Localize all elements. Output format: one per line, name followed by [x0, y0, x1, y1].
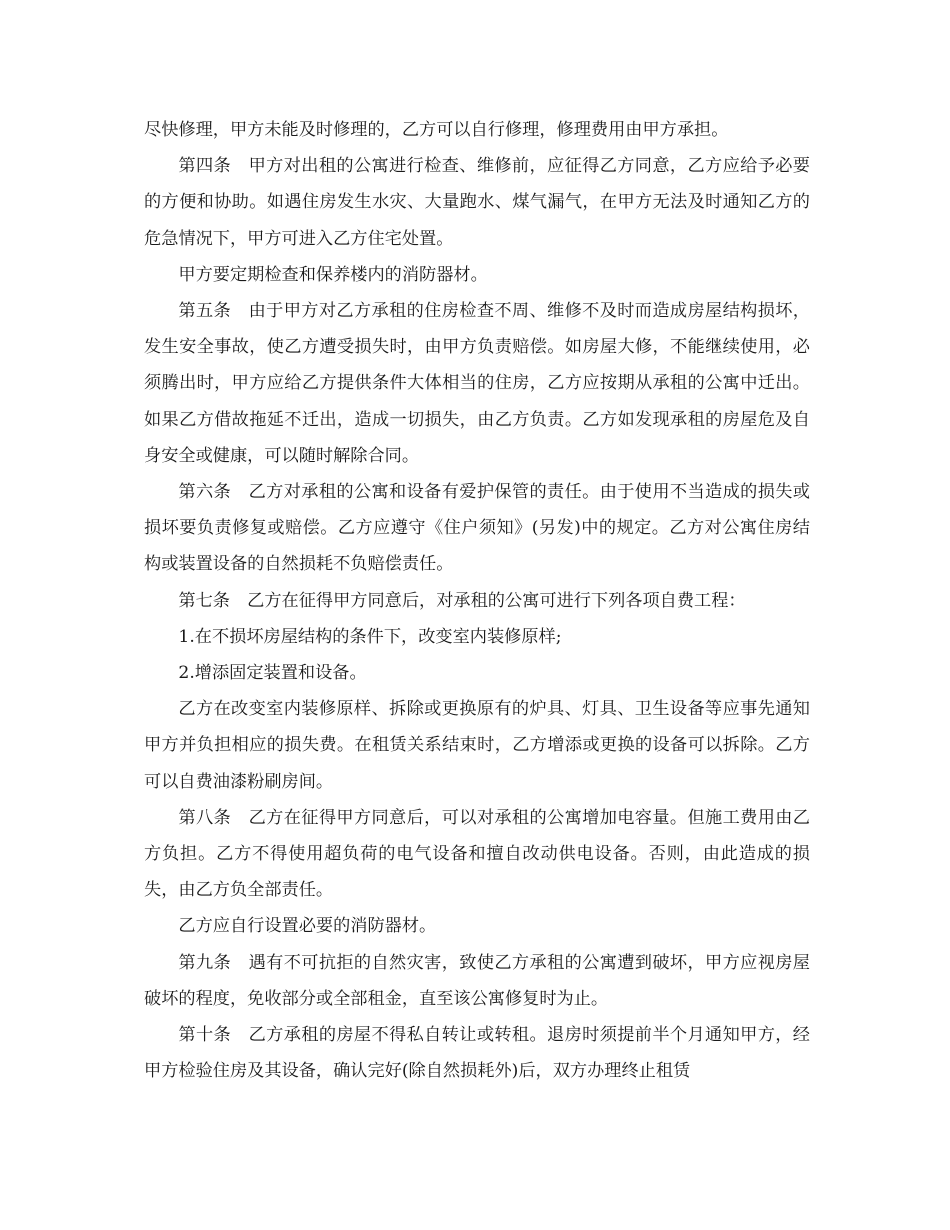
article-7-item-1: 1.在不损坏房屋结构的条件下，改变室内装修原样; — [178, 626, 562, 647]
paragraph-continuation: 尽快修理，甲方未能及时修理的，乙方可以自行修理，修理费用由甲方承担。 — [144, 120, 729, 140]
article-7-renovation: 乙方在改变室内装修原样、拆除或更换原有的炉具、灯具、卫生设备等应事先通知甲方并负担相应的损失费。在租赁关系结束时，乙方增添或更换的设备可以拆除。乙方可以自费油漆粉刷房间。 — [144, 699, 810, 792]
article-7: 第七条 乙方在征得甲方同意后，对承租的公寓可进行下列各项自费工程： — [178, 590, 746, 611]
article-6: 第六条 乙方对承租的公寓和设备有爱护保管的责任。由于使用不当造成的损失或损坏要负责修复或赔偿。乙方应遵守《住户须知》(另发)中的规定。乙方对公寓住房结构或装置设备的自然损耗不负赔偿责任。 — [144, 482, 810, 575]
article-5: 第五条 由于甲方对乙方承租的住房检查不周、维修不及时而造成房屋结构损坏，发生安全事故，使乙方遭受损失时，由甲方负责赔偿。如房屋大修，不能继续使用，必须腾出时，甲方应给乙方提供条件大体相当的住房，乙方应按期从承租的公寓中迁出。如果乙方借故拖延不迁出，造成一切损失，由乙方负责。乙方如发现承租的房屋危及自身安全或健康，可以随时解除合同。 — [144, 301, 810, 466]
article-10: 第十条 乙方承租的房屋不得私自转让或转租。退房时须提前半个月通知甲方，经甲方检验住房及其设备，确认完好(除自然损耗外)后，双方办理终止租赁 — [144, 1025, 810, 1082]
document-page — [144, 112, 810, 1089]
article-9: 第九条 遇有不可抗拒的自然灾害，致使乙方承租的公寓遭到破坏，甲方应视房屋破坏的程度，免收部分或全部租金，直至该公寓修复时为止。 — [144, 952, 810, 1009]
article-7-item-2: 2.增添固定装置和设备。 — [178, 663, 367, 684]
article-4: 第四条 甲方对出租的公寓进行检查、维修前，应征得乙方同意，乙方应给予必要的方便和协助。如遇住房发生水灾、大量跑水、煤气漏气，在甲方无法及时通知乙方的危急情况下，甲方可进入乙方住宅处置。 — [144, 156, 810, 249]
article-8-fire-equipment: 乙方应自行设置必要的消防器材。 — [178, 916, 437, 937]
article-4-fire-equipment: 甲方要定期检查和保养楼内的消防器材。 — [178, 264, 488, 285]
article-8: 第八条 乙方在征得甲方同意后，可以对承租的公寓增加电容量。但施工费用由乙方负担。乙方不得使用超负荷的电气设备和擅自改动供电设备。否则，由此造成的损失，由乙方负全部责任。 — [144, 807, 810, 901]
